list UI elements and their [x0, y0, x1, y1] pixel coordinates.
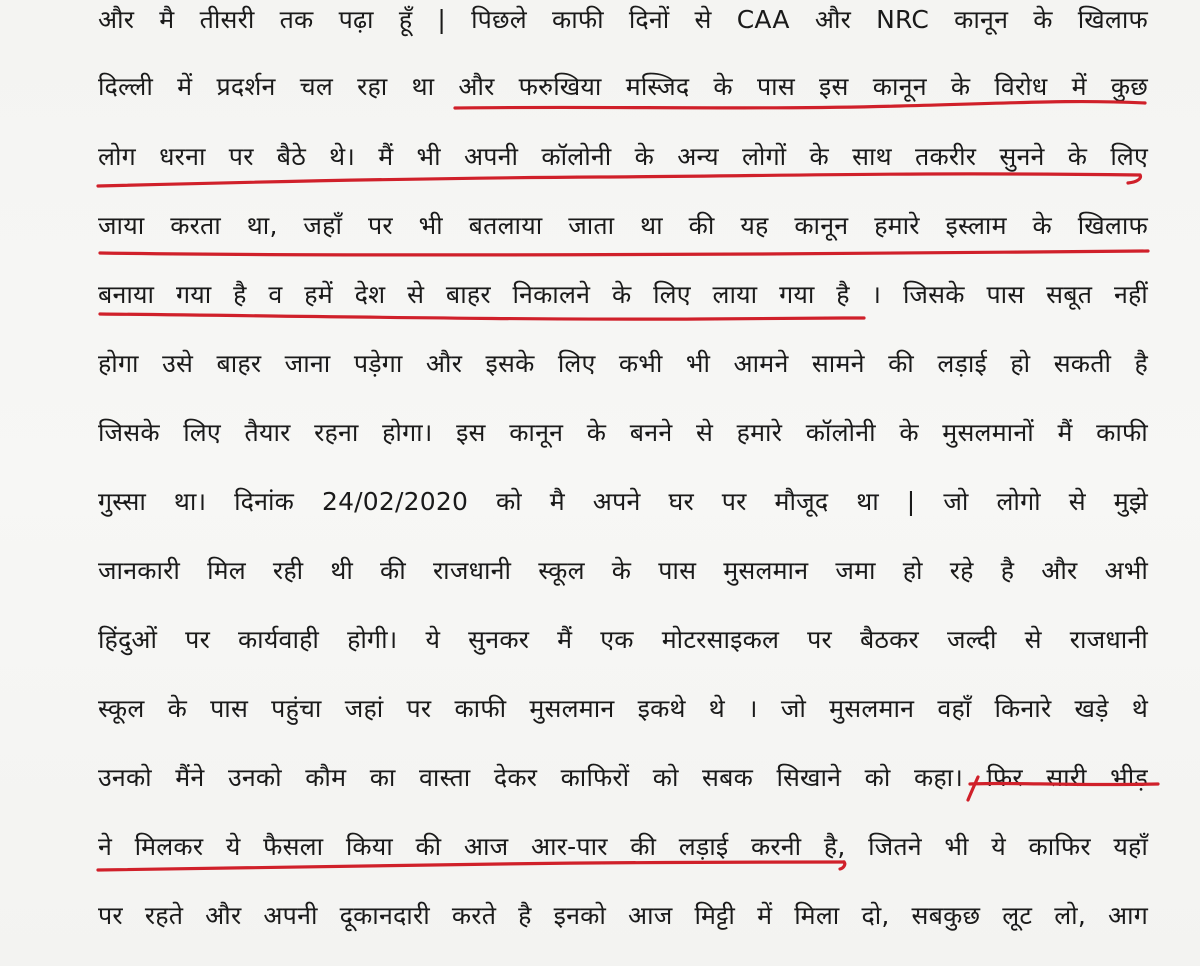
text-line-6: होगा उसे बाहर जाना पड़ेगा और इसके लिए कभी भी आमने सामने की लड़ाई हो सकती है	[98, 349, 1148, 378]
text-line-10: हिंदुओं पर कार्यवाही होगी। ये सुनकर मैं एक मोटरसाइकल पर बैठकर जल्दी से राजधानी	[98, 625, 1148, 654]
text-line-11: स्कूल के पास पहुंचा जहां पर काफी मुसलमान इकथे थे । जो मुसलमान वहाँ किनारे खड़े थे	[98, 694, 1148, 723]
text-line-2: दिल्ली में प्रदर्शन चल रहा था और फरुखिया मस्जिद के पास इस कानून के विरोध में कुछ	[98, 72, 1148, 101]
text-line-14: पर रहते और अपनी दूकानदारी करते है इनको आज मिट्टी में मिला दो, सबकुछ लूट लो, आग	[98, 901, 1148, 930]
text-line-3: लोग धरना पर बैठे थे। मैं भी अपनी कॉलोनी के अन्य लोगों के साथ तकरीर सुनने के लिए	[98, 142, 1148, 171]
text-line-9: जानकारी मिल रही थी की राजधानी स्कूल के पास मुसलमान जमा हो रहे है और अभी	[98, 556, 1148, 585]
text-line-12: उनको मैंने उनको कौम का वास्ता देकर काफिरों को सबक सिखाने को कहा। फिर सारी भीड़	[98, 763, 1148, 792]
text-line-5: बनाया गया है व हमें देश से बाहर निकालने के लिए लाया गया है । जिसके पास सबूत नहीं	[98, 280, 1148, 309]
text-line-1: और मै तीसरी तक पढ़ा हूँ | पिछले काफी दिनों से CAA और NRC कानून के खिलाफ	[98, 5, 1148, 34]
text-line-8: गुस्सा था। दिनांक 24/02/2020 को मै अपने घर पर मौजूद था | जो लोगो से मुझे	[98, 487, 1148, 516]
text-line-7: जिसके लिए तैयार रहना होगा। इस कानून के बनने से हमारे कॉलोनी के मुसलमानों मैं काफी	[98, 418, 1148, 447]
text-line-4: जाया करता था, जहाँ पर भी बतलाया जाता था की यह कानून हमारे इस्लाम के खिलाफ	[98, 211, 1148, 240]
text-line-13: ने मिलकर ये फैसला किया की आज आर-पार की लड़ाई करनी है, जितने भी ये काफिर यहाँ	[98, 832, 1148, 861]
